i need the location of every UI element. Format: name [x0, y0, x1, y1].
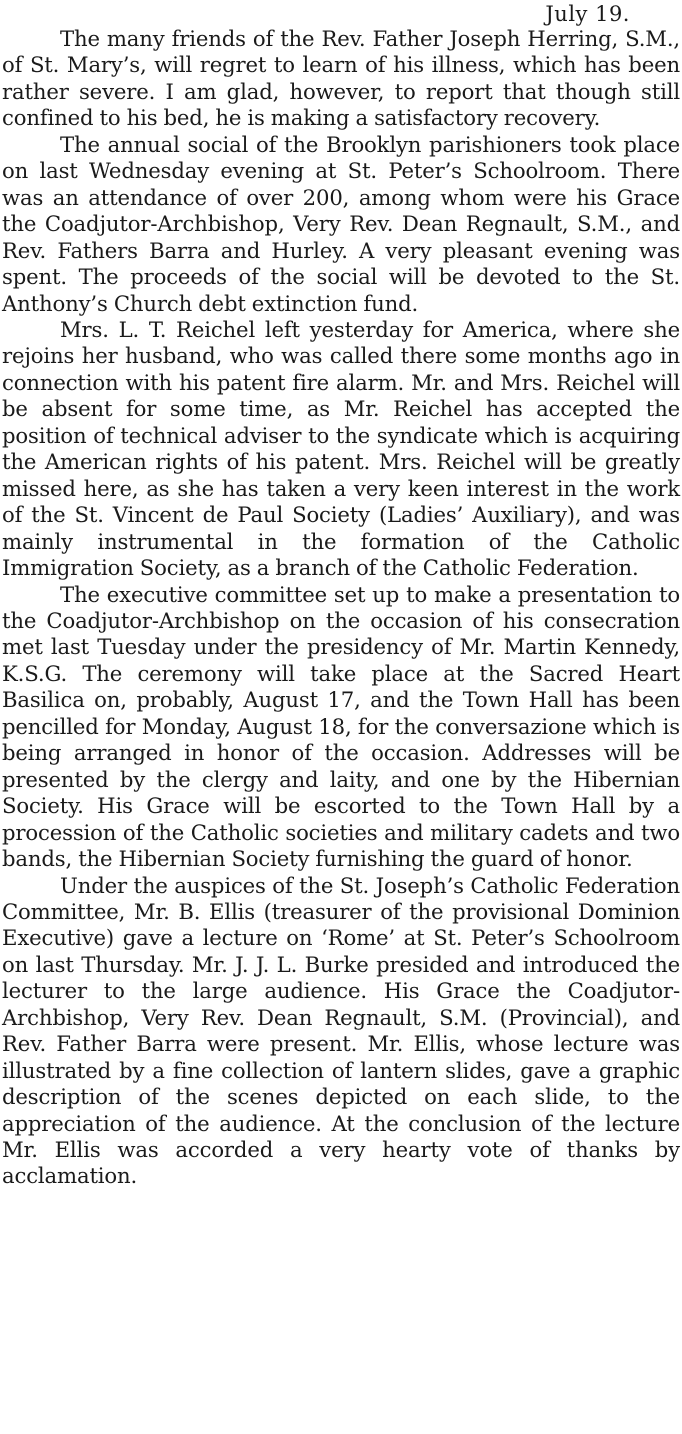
column-date: July 19.: [545, 2, 630, 26]
paragraph-herring-illness: The many friends of the Rev. Father Joseph Herring, S.M., of St. Mary’s, will regret to learn of his illness, which has been rather severe. I am glad, however, to report that though still confined to his bed, he is making a satisfactory recovery.: [2, 26, 680, 131]
paragraph-brooklyn-social: The annual social of the Brooklyn parishioners took place on last Wednesday evening at St. Peter’s Schoolroom. There was an attendance of over 200, among whom were his Grace the Coadjutor-Archbishop, Very Rev. Dean Regnault, S.M., and Rev. Fathers Barra and Hurley. A very pleasant evening was spent. The proceeds of the social will be devoted to the St. Anthony’s Church debt extinction fund.: [2, 131, 680, 316]
news-column: [2, 26, 680, 1190]
paragraph-reichel-departure: Mrs. L. T. Reichel left yesterday for America, where she rejoins her husband, who was called there some months ago in connection with his patent fire alarm. Mr. and Mrs. Reichel will be absent for some time, as Mr. Reichel has accepted the position of technical adviser to the syndicate which is acquiring the American rights of his patent. Mrs. Reichel will be greatly missed here, as she has taken a very keen interest in the work of the St. Vincent de Paul Society (Ladies’ Auxiliary), and was mainly instrumental in the formation of the Catholic Immigration Society, as a branch of the Catholic Federation.: [2, 316, 680, 581]
paragraph-rome-lecture: Under the auspices of the St. Joseph’s Catholic Federation Committee, Mr. B. Ellis (treasurer of the provisional Dominion Executive) gave a lecture on ‘Rome’ at St. Peter’s Schoolroom on last Thursday. Mr. J. J. L. Burke presided and introduced the lecturer to the large audience. His Grace the Coadjutor-Archbishop, Very Rev. Dean Regnault, S.M. (Provincial), and Rev. Father Barra were present. Mr. Ellis, whose lecture was illustrated by a fine collection of lantern slides, gave a graphic description of the scenes depicted on each slide, to the appreciation of the audience. At the conclusion of the lecture Mr. Ellis was accorded a very hearty vote of thanks by acclamation.: [2, 872, 680, 1189]
paragraph-presentation-committee: The executive committee set up to make a presentation to the Coadjutor-Archbishop on the occasion of his consecration met last Tuesday under the presidency of Mr. Martin Kennedy, K.S.G. The ceremony will take place at the Sacred Heart Basilica on, probably, August 17, and the Town Hall has been pencilled for Monday, August 18, for the conversazione which is being arranged in honor of the occasion. Addresses will be presented by the clergy and laity, and one by the Hibernian Society. His Grace will be escorted to the Town Hall by a procession of the Catholic societies and military cadets and two bands, the Hibernian Society furnishing the guard of honor.: [2, 581, 680, 872]
